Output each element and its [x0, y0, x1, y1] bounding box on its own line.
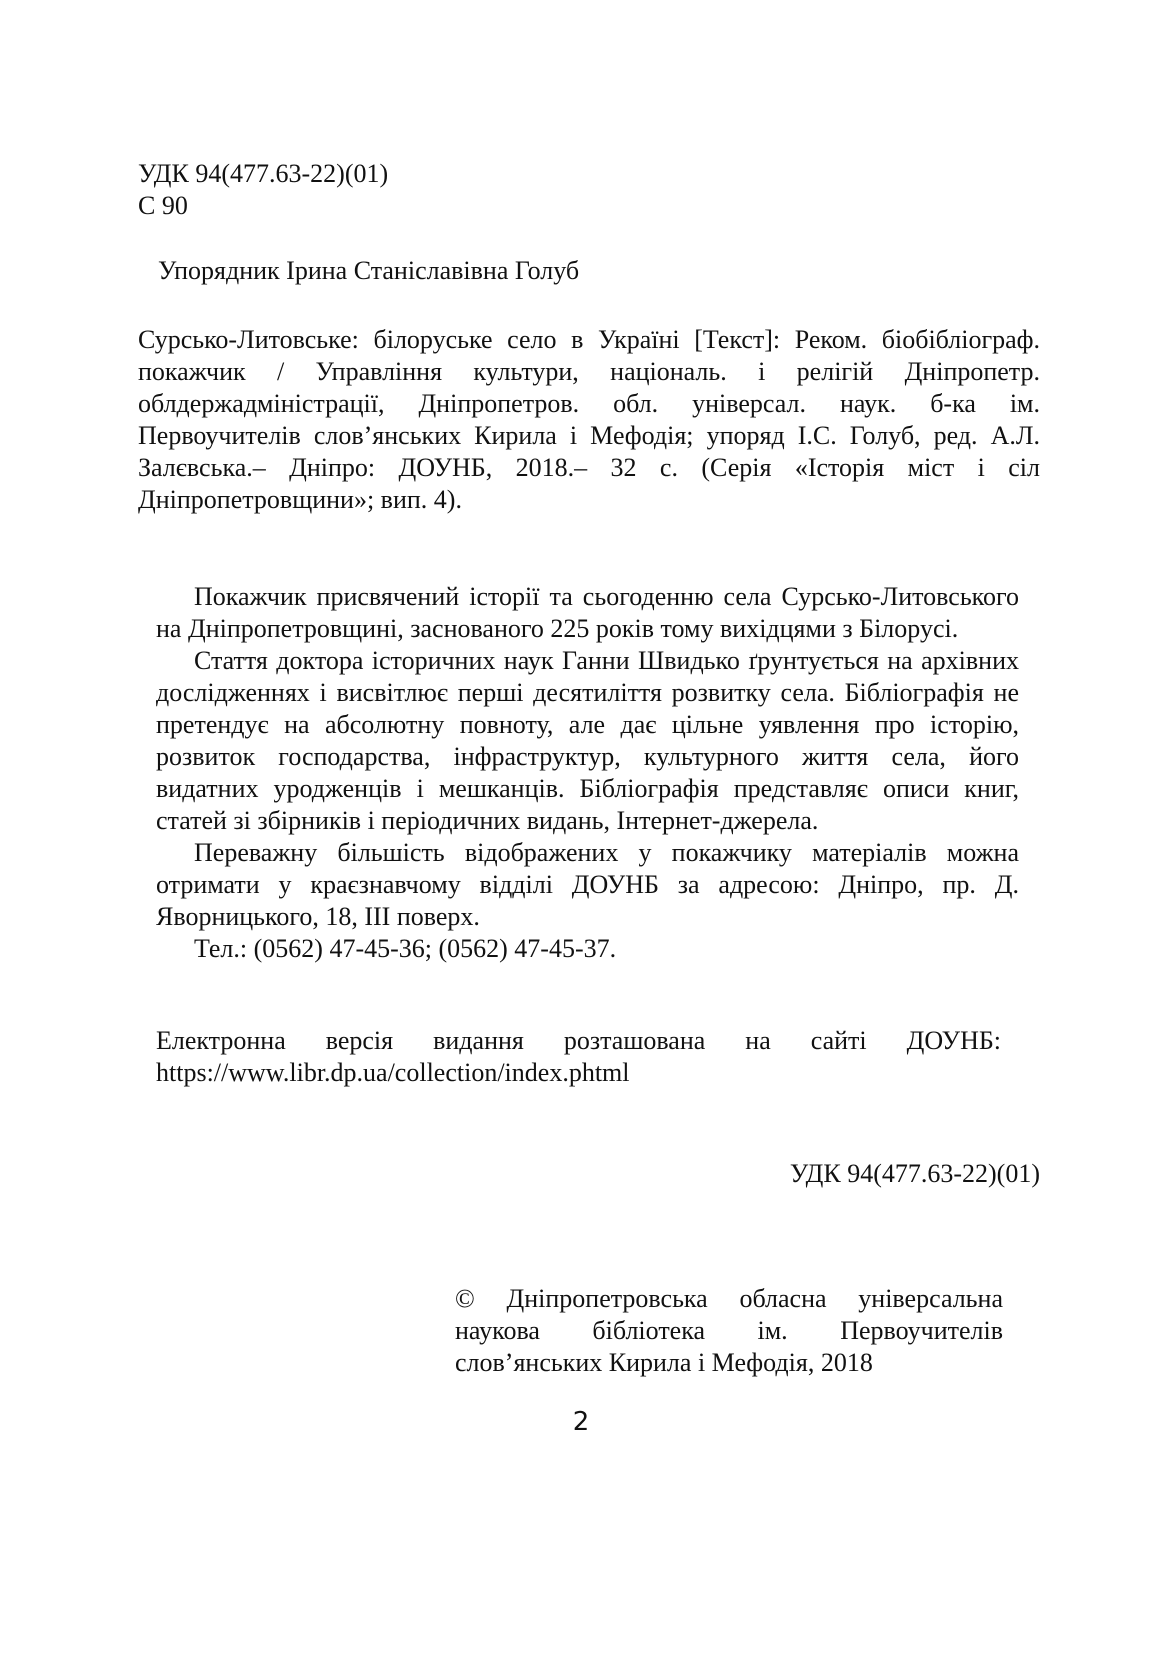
udk-header: [138, 158, 738, 222]
annotation-paragraph-2: Стаття доктора історичних наук Ганни Швидько ґрунтується на архівних дослідженнях і висвітлює перші десятиліття розвитку села. Бібліографія не претендує на абсолютну повноту, але дає цільне уявлення про історію, розвиток господарства, інфраструктур, культурного життя села, його видатних уродженців і мешканців. Бібліографія представляє описи книг, статей зі збірників і періодичних видань, Інтернет-джерела.: [156, 646, 1019, 835]
page-number: 2: [572, 1407, 590, 1437]
annotation: [156, 581, 1019, 965]
udk-code: УДК 94(477.63-22)(01): [138, 159, 389, 188]
compiler-line: Упорядник Ірина Станіславівна Голуб: [158, 256, 580, 285]
annotation-paragraph-3: Переважну більшість відображених у покажчику матеріалів можна отримати у краєзнавчому відділі ДОУНБ за адресою: Дніпро, пр. Д. Яворницького, 18, ІІІ поверх.: [156, 838, 1019, 931]
annotation-phone: Тел.: (0562) 47-45-36; (0562) 47-45-37.: [194, 934, 617, 963]
udk-footer-code: УДК 94(477.63-22)(01): [789, 1159, 1040, 1188]
copyright-notice: © Дніпропетровська обласна універсальна наукова бібліотека ім. Первоучителів слов’янських Кирила і Мефодія, 2018: [455, 1284, 1003, 1377]
author-mark: С 90: [138, 191, 188, 220]
electronic-version-note: Електронна версія видання розташована на сайті ДОУНБ: https://www.libr.dp.ua/collection/index.phtml: [156, 1026, 1001, 1087]
annotation-paragraph-1: Покажчик присвячений історії та сьогоденню села Сурсько-Литовського на Дніпропетровщині, заснованого 225 років тому вихідцями з Білорусі.: [156, 582, 1019, 643]
bibliographic-description: Сурсько-Литовське: білоруське село в Україні [Текст]: Реком. біобібліограф. покажчик / Управління культури, національ. і релігій Дніпропетр. облдержадміністрації, Дніпропетров. обл. універсал. наук. б-ка ім. Первоучителів слов’янських Кирила і Мефодія; упоряд І.С. Голуб, ред. А.Л. Залєвська.– Дніпро: ДОУНБ, 2018.– 32 с. (Серія «Історія міст і сіл Дніпропетровщини»; вип. 4).: [138, 325, 1040, 514]
